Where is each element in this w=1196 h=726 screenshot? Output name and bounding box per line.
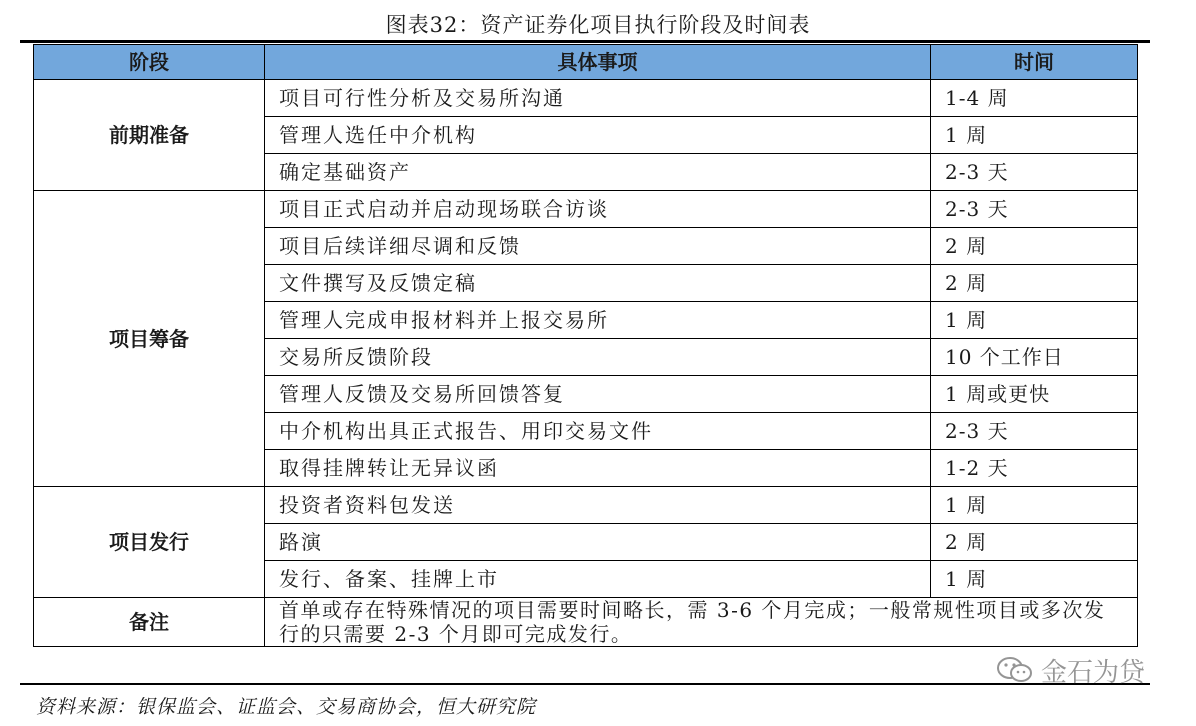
note-text: 首单或存在特殊情况的项目需要时间略长，需 3-6 个月完成；一般常规性项目或多次发行的只需要 2-3 个月即可完成发行。 [265,598,1138,647]
note-row [34,598,1138,647]
table-row [34,191,1138,228]
item-cell: 中介机构出具正式报告、用印交易文件 [265,413,931,450]
watermark [995,652,1145,688]
header-item: 具体事项 [265,45,931,80]
item-cell: 项目可行性分析及交易所沟通 [265,80,931,117]
note-label: 备注 [34,598,265,647]
item-cell: 项目后续详细尽调和反馈 [265,228,931,265]
stage-cell: 项目筹备 [34,191,265,487]
item-cell: 文件撰写及反馈定稿 [265,265,931,302]
time-cell: 1-4 周 [931,80,1138,117]
header-stage: 阶段 [34,45,265,80]
figure-title: 图表32：资产证券化项目执行阶段及时间表 [385,13,811,37]
item-cell: 发行、备案、挂牌上市 [265,561,931,598]
header-time: 时间 [931,45,1138,80]
time-cell: 1 周 [931,302,1138,339]
wechat-icon [995,655,1035,685]
schedule-table [33,44,1138,647]
item-cell: 确定基础资产 [265,154,931,191]
watermark-text: 金石为贷 [1041,657,1146,688]
time-cell: 1 周 [931,561,1138,598]
top-rule [20,40,1150,43]
item-cell: 交易所反馈阶段 [265,339,931,376]
item-cell: 管理人选任中介机构 [265,117,931,154]
time-cell: 1-2 天 [931,450,1138,487]
item-cell: 项目正式启动并启动现场联合访谈 [265,191,931,228]
time-cell: 2 周 [931,524,1138,561]
stage-cell: 前期准备 [34,80,265,191]
time-cell: 1 周或更快 [931,376,1138,413]
time-cell: 1 周 [931,117,1138,154]
item-cell: 取得挂牌转让无异议函 [265,450,931,487]
item-cell: 管理人完成申报材料并上报交易所 [265,302,931,339]
time-cell: 2-3 天 [931,191,1138,228]
time-cell: 10 个工作日 [931,339,1138,376]
source-note: 资料来源：银保监会、证监会、交易商协会，恒大研究院 [36,696,537,718]
time-cell: 2-3 天 [931,413,1138,450]
stage-cell: 项目发行 [34,487,265,598]
header-row [34,45,1138,80]
time-cell: 2 周 [931,228,1138,265]
table-row [34,80,1138,117]
item-cell: 路演 [265,524,931,561]
time-cell: 2 周 [931,265,1138,302]
item-cell: 投资者资料包发送 [265,487,931,524]
bottom-rule [20,683,1150,685]
time-cell: 2-3 天 [931,154,1138,191]
item-cell: 管理人反馈及交易所回馈答复 [265,376,931,413]
table-row [34,487,1138,524]
time-cell: 1 周 [931,487,1138,524]
